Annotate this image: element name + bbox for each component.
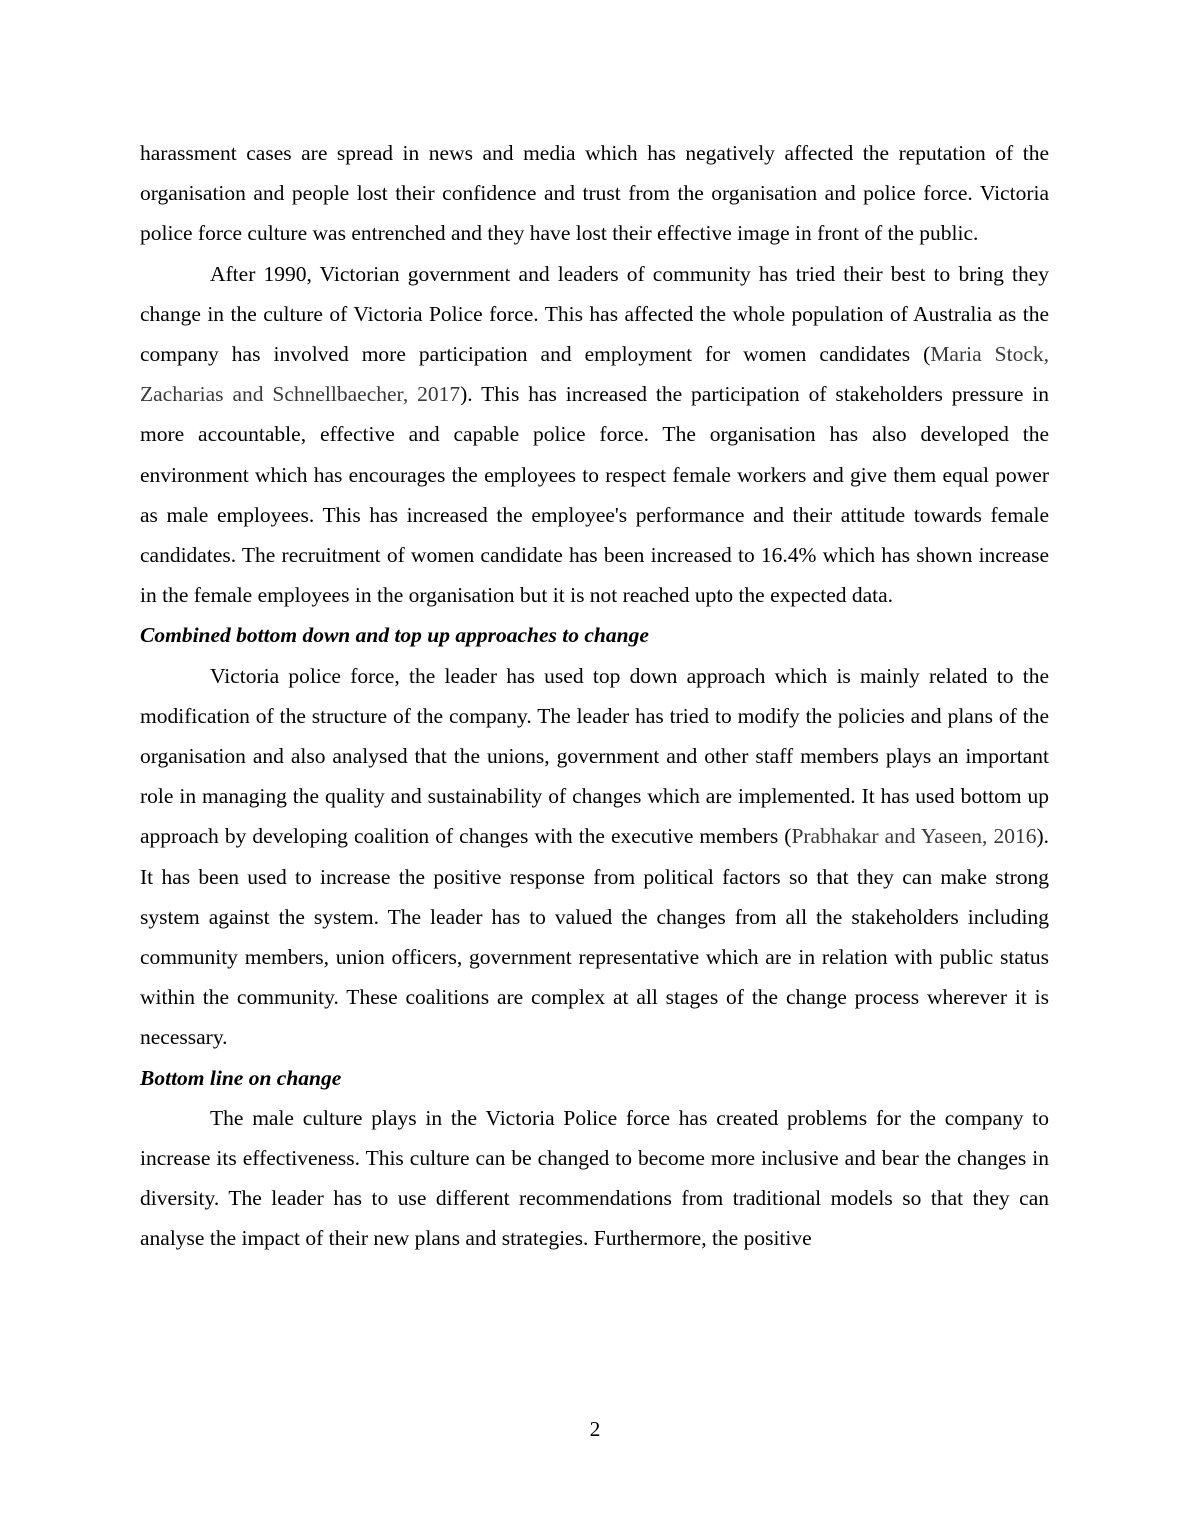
document-page	[140, 133, 1049, 1259]
paragraph-text: ). It has been used to increase the positive response from political factors so that they can make strong system against the system. The leader has to valued the changes from all the stakeholders including community members, union officers, government representative which are in relation with public status within the community. These coalitions are complex at all stages of the change process wherever it is necessary.	[140, 824, 1049, 1050]
paragraph-text: ). This has increased the participation of stakeholders pressure in more accountable, effective and capable police force. The organisation has also developed the environment which has encourages the employees to respect female workers and give them equal power as male employees. This has increased the employee's performance and their attitude towards female candidates. The recruitment of women candidate has been increased to 16.4% which has shown increase in the female employees in the organisation but it is not reached upto the expected data.	[140, 382, 1049, 608]
body-paragraph: The male culture plays in the Victoria Police force has created problems for the company to increase its effectiveness. This culture can be changed to become more inclusive and bear the changes in diversity. The leader has to use different recommendations from traditional models so that they can analyse the impact of their new plans and strategies. Furthermore, the positive	[140, 1105, 1049, 1251]
paragraph-text: After 1990, Victorian government and leaders of community has tried their best to bring they change in the culture of Victoria Police force. This has affected the whole population of Australia as the company has involved more participation and employment for women candidates (	[140, 261, 1049, 367]
page-number: 2	[589, 1417, 601, 1441]
citation: Maria Stock, Zacharias and Schnellbaecher, 2017	[140, 342, 1049, 407]
section-heading: Bottom line on change	[140, 1065, 342, 1090]
body-paragraph	[140, 656, 1049, 1058]
citation: Prabhakar and Yaseen, 2016	[791, 824, 1037, 849]
section-heading: Combined bottom down and top up approaches to change	[140, 623, 649, 648]
paragraph-text: Victoria police force, the leader has used top down approach which is mainly related to the modification of the structure of the company. The leader has tried to modify the policies and plans of the organisation and also analysed that the unions, government and other staff members plays an important role in managing the quality and sustainability of changes which are implemented. It has used bottom up approach by developing coalition of changes with the executive members (	[140, 663, 1049, 849]
body-paragraph: harassment cases are spread in news and media which has negatively affected the reputation of the organisation and people lost their confidence and trust from the organisation and police force. Victoria police force culture was entrenched and they have lost their effective image in front of the public.	[140, 141, 1049, 246]
body-paragraph	[140, 254, 1049, 616]
